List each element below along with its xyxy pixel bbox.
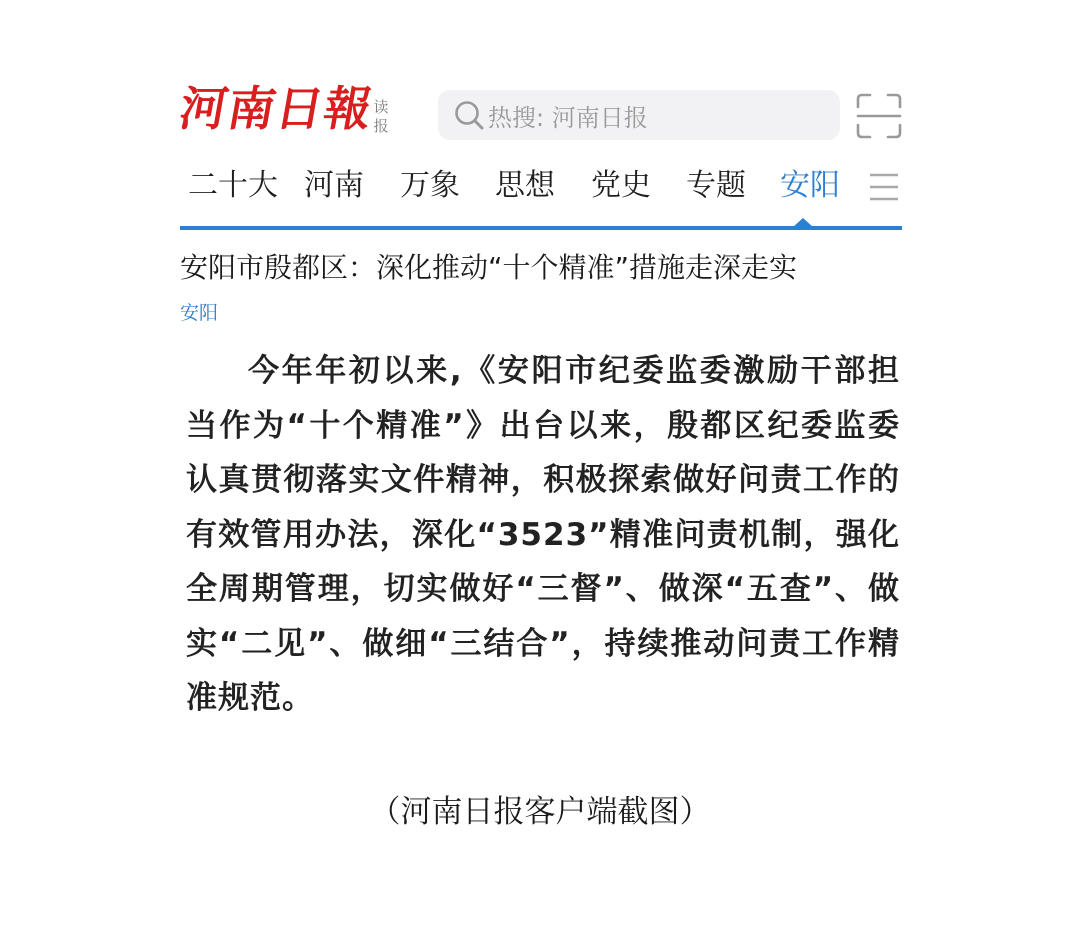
tab-zhuanti[interactable]: 专题 [686, 168, 746, 203]
article-body: 今年年初以来,《安阳市纪委监委激励干部担当作为“十个精准”》出台以来，殷都区纪委监委认真贯彻落实文件精神，积极探索做好问责工作的有效管用办法，深化“3523”精准问责机制，强化全周期管理，切实做好“三督”、做深“五查”、做实“二见”、做细“三结合”，持续推动问责工作精准规范。 [186, 353, 900, 716]
tab-sixiang[interactable]: 思想 [495, 168, 555, 203]
image-caption: （河南日报客户端截图） [369, 794, 711, 830]
tab-anyang[interactable]: 安阳 [780, 168, 840, 203]
search-placeholder: 热搜: 河南日报 [488, 103, 648, 132]
tab-dangshi[interactable]: 党史 [591, 168, 651, 203]
article-title: 安阳市殷都区：深化推动“十个精准”措施走深走实 [180, 251, 798, 284]
channel-tabs [180, 164, 902, 208]
search-icon [452, 98, 486, 132]
article-source[interactable]: 安阳 [180, 302, 219, 324]
read-paper-link[interactable]: 读报 [373, 98, 389, 135]
logo[interactable]: 河南日報 [175, 82, 377, 137]
tab-ershida[interactable]: 二十大 [188, 168, 278, 203]
menu-icon[interactable] [868, 172, 900, 202]
app-frame [175, 78, 902, 716]
header [175, 78, 902, 148]
search-input[interactable] [438, 90, 840, 140]
tab-henan[interactable]: 河南 [304, 168, 364, 203]
scan-icon[interactable] [856, 93, 902, 139]
tab-underline [180, 226, 902, 230]
tab-wanxiang[interactable]: 万象 [400, 168, 460, 203]
